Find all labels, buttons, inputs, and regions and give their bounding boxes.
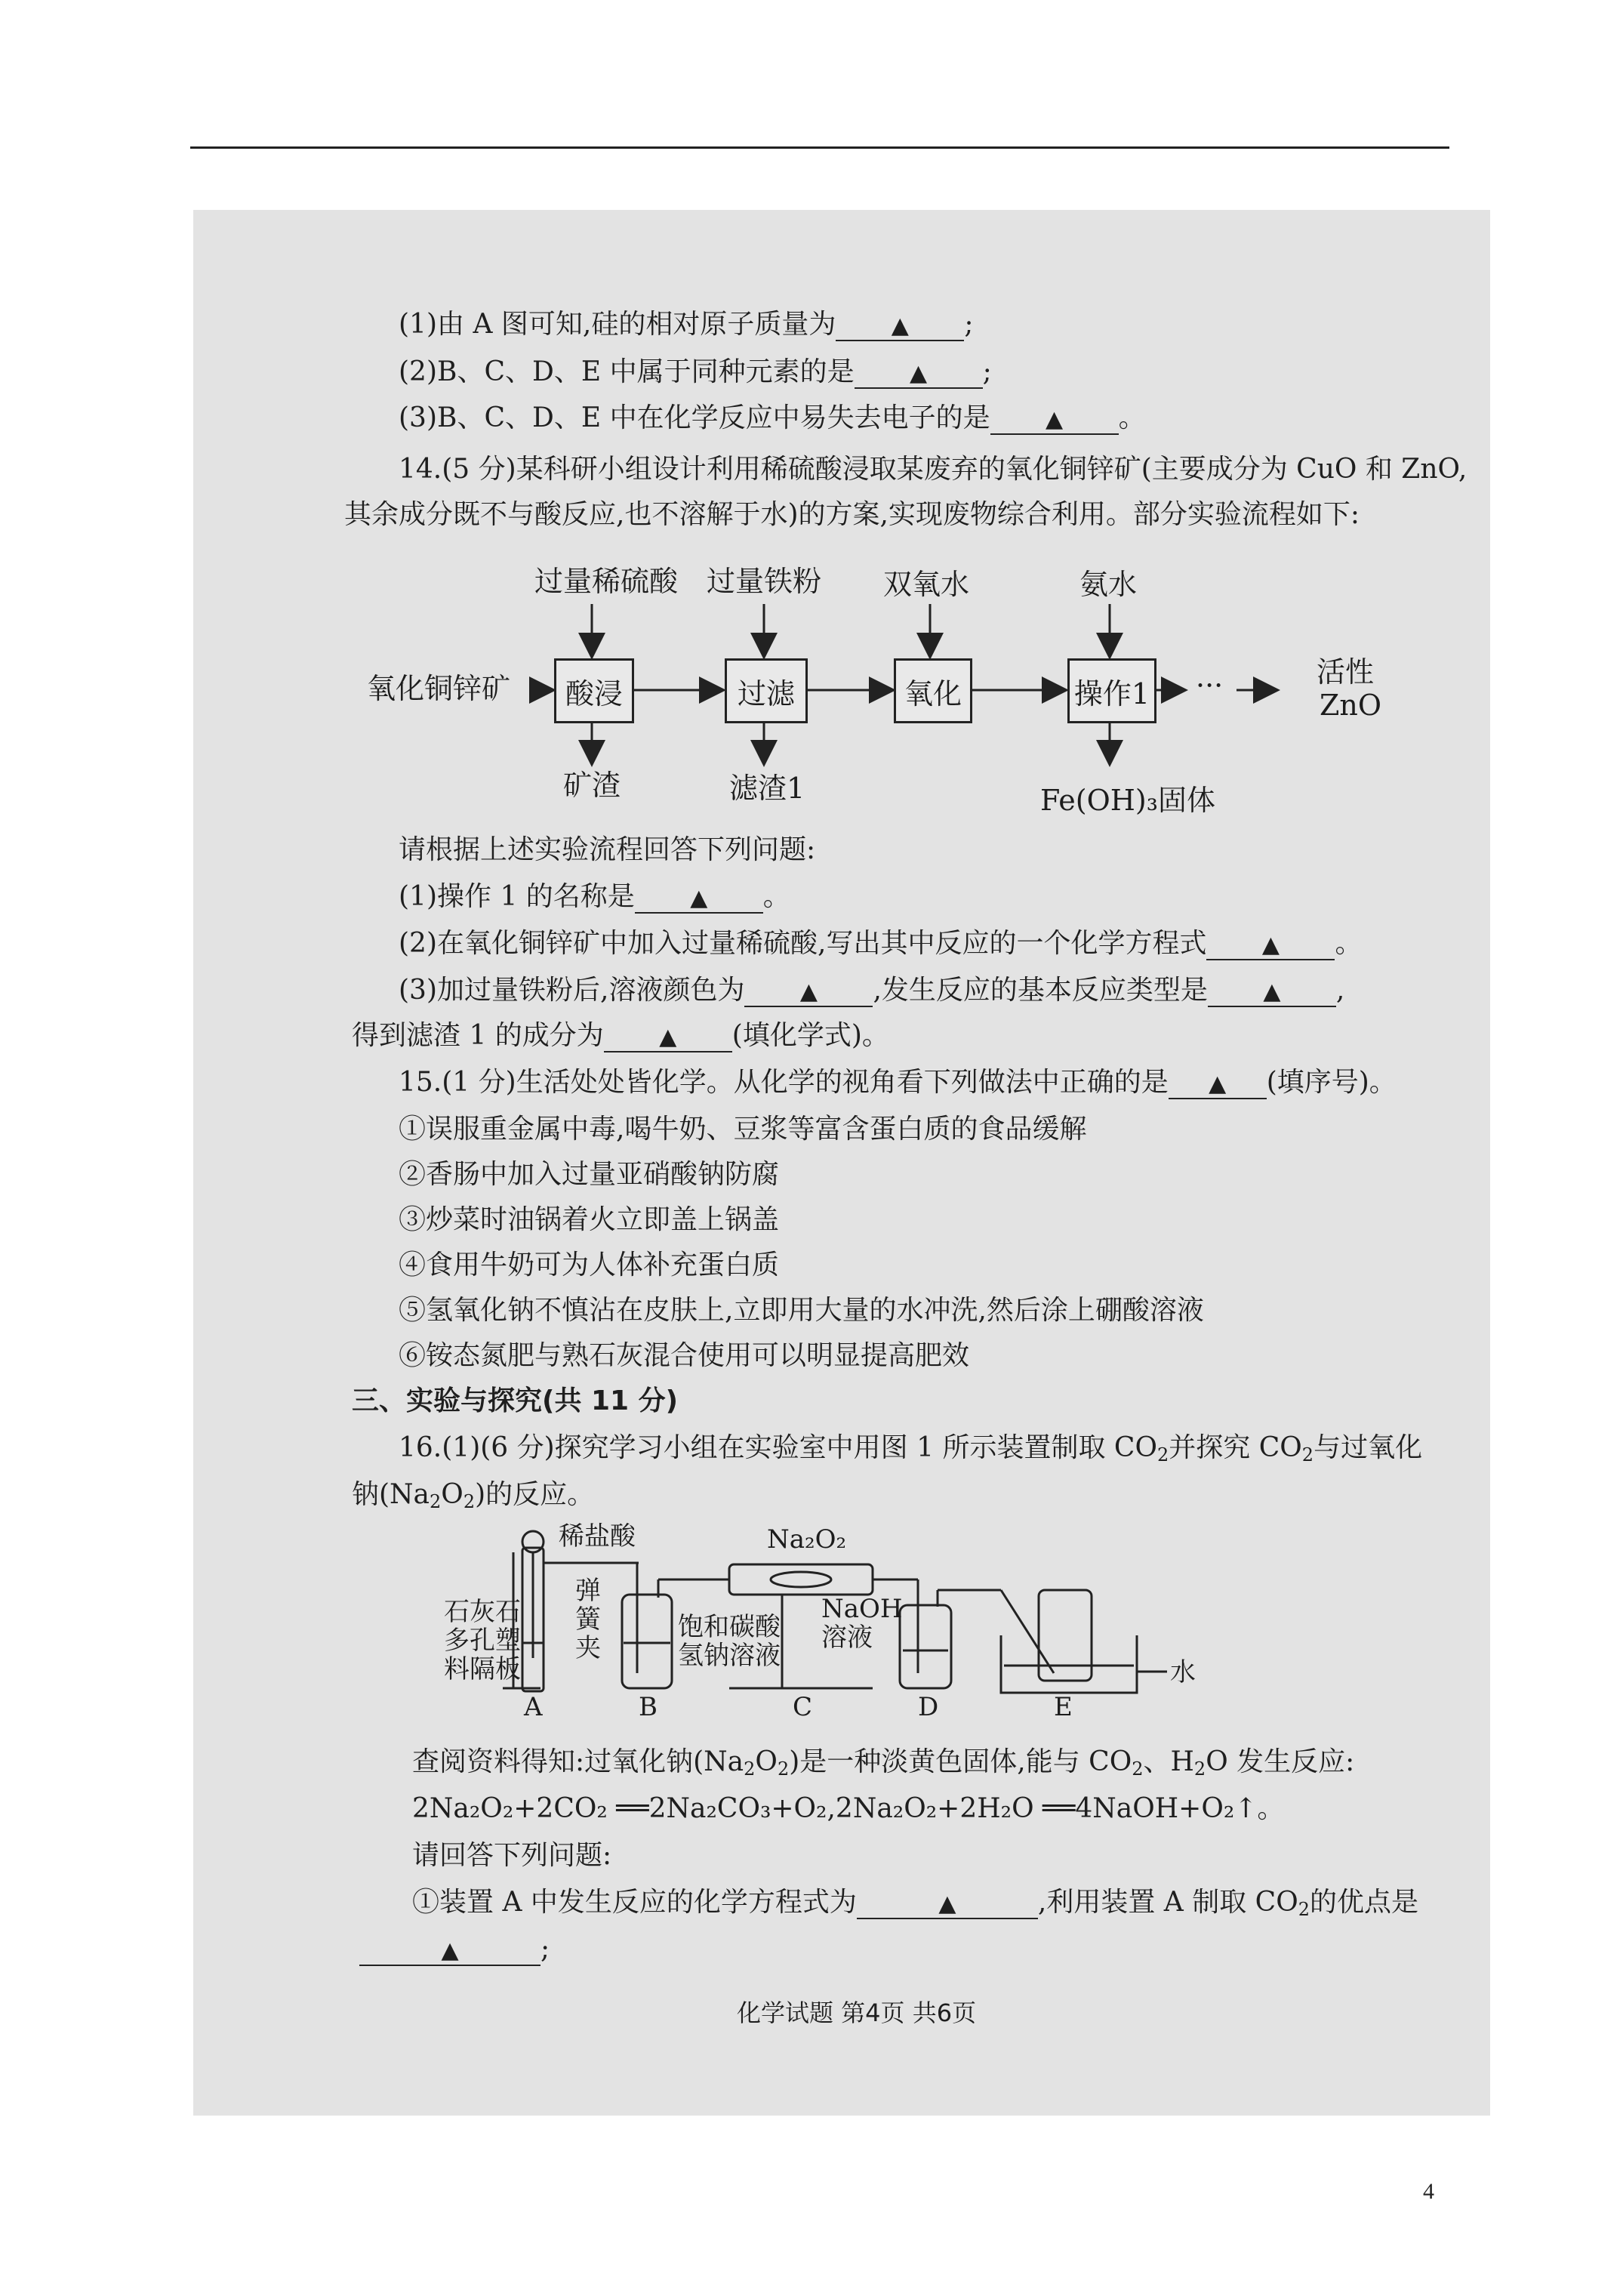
label-dilute-hcl: 稀盐酸 <box>559 1521 636 1552</box>
input-dilute-sulfuric-acid: 过量稀硫酸 <box>534 565 679 598</box>
label-spring-clip-3: 夹 <box>575 1633 601 1663</box>
answer-blank[interactable]: ▲ <box>855 360 983 389</box>
label-d: D <box>918 1692 939 1722</box>
q14-part2: (2)在氧化铜锌矿中加入过量稀硫酸,写出其中反应的一个化学方程式 ▲ 。 <box>399 928 1363 959</box>
label-b: B <box>639 1692 658 1722</box>
label-naoh-solution: 溶液 <box>821 1623 873 1653</box>
q16-part1: ①装置 A 中发生反应的化学方程式为 ▲ ,利用装置 A 制取 $CO_2$的优点是 <box>412 1887 1419 1920</box>
q14-part1: (1)操作 1 的名称是 ▲ 。 <box>399 881 790 912</box>
step-filter: 过滤 <box>725 658 808 723</box>
label-e: E <box>1054 1692 1073 1722</box>
page-number: 4 <box>1423 2179 1434 2204</box>
q15-option-5: ⑤氢氧化钠不慎沾在皮肤上,立即用大量的水冲洗,然后涂上硼酸溶液 <box>399 1295 1204 1326</box>
product-zno: ZnO <box>1320 689 1382 722</box>
q15-option-6: ⑥铵态氮肥与熟石灰混合使用可以明显提高肥效 <box>399 1340 970 1371</box>
q14-stem-line2: 其余成分既不与酸反应,也不溶解于水)的方案,实现废物综合利用。部分实验流程如下: <box>344 499 1360 530</box>
q13-part3: (3)B、C、D、E 中在化学反应中易失去电子的是 ▲ 。 <box>399 402 1146 433</box>
q15-option-1: ①误服重金属中毒,喝牛奶、豆浆等富含蛋白质的食品缓解 <box>399 1114 1087 1145</box>
label-spring-clip-2: 簧 <box>575 1604 601 1635</box>
q14-part3-continued: 得到滤渣 1 的成分为 ▲ (填化学式)。 <box>352 1020 889 1051</box>
q16-part1-continued: ▲ ; <box>359 1933 550 1966</box>
answer-blank[interactable]: ▲ <box>1208 978 1336 1007</box>
q14-stem-line1: 14.(5 分)某科研小组设计利用稀硫酸浸取某废弃的氧化铜锌矿(主要成分为 CuO 和 ZnO, <box>399 454 1467 485</box>
q15-option-2: ②香肠中加入过量亚硝酸钠防腐 <box>399 1159 780 1190</box>
flow-ellipsis: ··· <box>1196 669 1224 702</box>
answer-blank[interactable]: ▲ <box>359 1937 540 1966</box>
answer-blank[interactable]: ▲ <box>604 1024 732 1052</box>
page-footer: 化学试题 第4页 共6页 <box>737 1999 977 2027</box>
answer-blank[interactable]: ▲ <box>990 406 1119 435</box>
q16-ask: 请回答下列问题: <box>412 1840 612 1871</box>
process-flow-diagram <box>367 557 1469 874</box>
label-naoh: NaOH <box>821 1594 903 1624</box>
exam-page-photo <box>193 210 1490 2116</box>
label-limestone: 石灰石 <box>444 1597 521 1627</box>
q16-equations: 2Na₂O₂+2CO₂ ══2Na₂CO₃+O₂,2Na₂O₂+2H₂O ══4NaOH+O₂↑。 <box>412 1793 1285 1824</box>
q14-part3: (3)加过量铁粉后,溶液颜色为 ▲ ,发生反应的基本反应类型是 ▲ , <box>399 975 1345 1006</box>
input-iron-powder: 过量铁粉 <box>707 565 822 598</box>
answer-blank[interactable]: ▲ <box>836 313 964 341</box>
label-spring-clip-1: 弹 <box>575 1576 601 1606</box>
q14-ask: 请根据上述实验流程回答下列问题: <box>399 834 816 865</box>
label-partition: 料隔板 <box>444 1654 521 1684</box>
label-sodium-peroxide: Na₂O₂ <box>767 1524 847 1555</box>
q15-option-3: ③炒菜时油锅着火立即盖上锅盖 <box>399 1204 780 1235</box>
q16-stem-line1: 16.(1)(6 分)探究学习小组在实验室中用图 1 所示装置制取 $CO_2$并探究 $CO_2$与过氧化 <box>399 1432 1423 1465</box>
q15-option-4: ④食用牛奶可为人体补充蛋白质 <box>399 1250 780 1281</box>
label-bicarbonate-1: 饱和碳酸 <box>678 1612 781 1642</box>
label-c: C <box>793 1692 813 1722</box>
q13-part1: (1)由 A 图可知,硅的相对原子质量为 ▲ ; <box>399 309 974 340</box>
step-operation-1: 操作1 <box>1067 658 1156 723</box>
q16-info: 查阅资料得知:过氧化钠$(Na_2O_2)$是一种淡黄色固体,能与 $CO_2$、$H_2O$ 发生反应: <box>412 1746 1355 1780</box>
step-oxidize: 氧化 <box>894 658 972 723</box>
product-active-label: 活性 <box>1317 655 1375 689</box>
step-acid-leach: 酸浸 <box>554 658 634 723</box>
label-porous-plastic: 多孔塑 <box>444 1626 521 1656</box>
answer-blank[interactable]: ▲ <box>857 1891 1038 1919</box>
input-ammonia-water: 氨水 <box>1079 568 1138 601</box>
q15-stem: 15.(1 分)生活处处皆化学。从化学的视角看下列做法中正确的是 ▲ (填序号)。 <box>399 1067 1397 1098</box>
label-water: 水 <box>1170 1657 1196 1687</box>
apparatus-figure-1 <box>444 1521 1235 1722</box>
answer-blank[interactable]: ▲ <box>744 978 873 1007</box>
label-a: A <box>524 1692 543 1722</box>
start-ore: 氧化铜锌矿 <box>367 672 511 705</box>
output-residue: 矿渣 <box>563 769 621 802</box>
q16-stem-line2: 钠$(Na_2O_2)$的反应。 <box>352 1479 595 1512</box>
input-hydrogen-peroxide: 双氧水 <box>883 568 970 601</box>
section-3-heading: 三、实验与探究(共 11 分) <box>352 1385 679 1416</box>
label-bicarbonate-2: 氢钠溶液 <box>678 1641 781 1671</box>
header-rule <box>190 146 1449 149</box>
q13-part2: (2)B、C、D、E 中属于同种元素的是 ▲ ; <box>399 356 992 387</box>
output-filter-residue-1: 滤渣1 <box>729 772 805 805</box>
output-iron-hydroxide: Fe(OH)₃固体 <box>1040 784 1215 817</box>
answer-blank[interactable]: ▲ <box>1206 932 1335 960</box>
answer-blank[interactable]: ▲ <box>635 885 763 914</box>
answer-blank[interactable]: ▲ <box>1169 1071 1267 1099</box>
